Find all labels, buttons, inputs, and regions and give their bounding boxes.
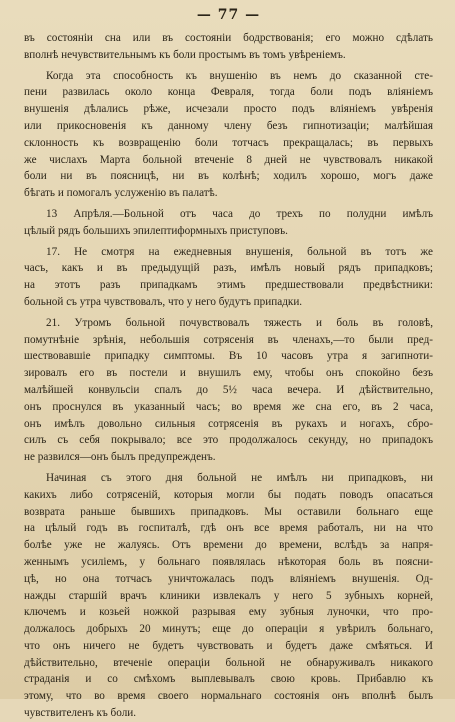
text-line: шествовавшіе припадку симптомы. Въ 10 часовъ утра я загипноти- bbox=[24, 350, 433, 363]
paragraph bbox=[24, 244, 433, 311]
text-line: боли ни въ поясницѣ, ни въ колѣнѣ; ходилъ хорошо, могъ даже bbox=[24, 170, 433, 183]
paragraph bbox=[24, 315, 433, 466]
paragraph bbox=[24, 68, 433, 202]
text-line: возврата раньше бывшихъ припадковъ. Мы оставили больнаго еще bbox=[24, 505, 433, 518]
text-line: часъ, какъ и въ предыдущій разъ, имѣлъ новый рядъ припадковъ; bbox=[24, 262, 433, 275]
text-line: малѣйшей конвульсіи спалъ до 5½ часа вечера. И дѣйствительно, bbox=[24, 383, 433, 396]
text-line: цѣлый рядъ большихъ эпилептиформныхъ приступовъ. bbox=[24, 224, 288, 237]
text-line: на этотъ разъ припадкамъ этимъ предшествовали предвѣстники: bbox=[24, 279, 433, 292]
text-line: онъ проснулся въ указанный часъ; во время же сна его, въ 2 часа, bbox=[24, 400, 433, 413]
text-line: должалось добрыхъ 20 минутъ; еще до операціи я увѣрилъ больнаго, bbox=[24, 623, 433, 636]
text-line: Начиная съ этого дня больной не имѣлъ ни припадковъ, ни bbox=[46, 471, 433, 484]
text-line: вполнѣ нечувствительнымъ къ боли простымъ въ томъ увѣреніемъ. bbox=[24, 48, 346, 61]
text-line: бѣгать и помогалъ услуженію въ палатѣ. bbox=[24, 187, 218, 200]
text-line: 17. Не смотря на ежедневныя внушенія, больной въ тотъ же bbox=[46, 245, 433, 258]
text-line: силъ съ себя покрывало; все это продолжалось секунду, но припадокъ bbox=[24, 434, 433, 447]
text-line: что онъ ничего не будетъ чувствовать и будетъ даже смѣяться. И bbox=[24, 639, 433, 652]
text-line: страданія и со смѣхомъ выплевывалъ свою кровь. Прибавлю къ bbox=[24, 673, 433, 686]
text-line: же числахъ Марта больной втеченіе 8 дней не чувствовалъ никакой bbox=[24, 153, 433, 166]
text-line: склонность къ возвращенію боли тотчасъ прекращалась; въ первыхъ bbox=[24, 136, 433, 149]
text-line: какихъ либо сотрясеній, которыя могли бы подать поводъ опасаться bbox=[24, 488, 433, 501]
text-line: на цѣлый годъ въ госпиталѣ, гдѣ онъ все время работалъ, ни на что bbox=[24, 522, 433, 535]
paragraph bbox=[24, 470, 433, 722]
text-line: болѣе уже не жалуясь. Отъ времени до времени, вслѣдъ за напря- bbox=[24, 539, 433, 552]
text-line: 21. Утромъ больной почувствовалъ тяжесть и боль въ головѣ, bbox=[46, 316, 433, 329]
text-line: ключемъ и козьей ножкой разрывая ему зубныя луночки, что про- bbox=[24, 606, 433, 619]
body-text bbox=[24, 30, 433, 722]
text-line: нажды старшій врачъ клиники извлекалъ у него 5 зубныхъ корней, bbox=[24, 589, 433, 602]
text-line: помутнѣніе зрѣнія, небольшія сотрясенія въ членахъ,—то были пред- bbox=[24, 333, 433, 346]
text-line: пени развилась около конца Февраля, тогда боли подъ вліяніемъ bbox=[24, 86, 433, 99]
text-line: чувствителенъ къ боли. bbox=[24, 707, 137, 720]
text-line: Когда эта способность къ внушенію въ немъ до сказанной сте- bbox=[46, 69, 433, 82]
paragraph bbox=[24, 30, 433, 64]
text-line: внушенія дѣлались рѣже, исчезали просто подъ вліяніемъ увѣренія bbox=[24, 103, 433, 116]
text-line: этому, что во время своего нормальнаго состоянія онъ вполнѣ былъ bbox=[24, 690, 433, 703]
text-line: зировалъ его въ постели и внушилъ ему, чтобы онъ спокойно безъ bbox=[24, 367, 433, 380]
text-line: больной съ утра чувствовалъ, что у него будутъ припадки. bbox=[24, 295, 303, 308]
text-line: цѣ, но она тотчасъ уничтожалась подъ вліяніемъ внушенія. Од- bbox=[24, 572, 433, 585]
page-number: — 77 — bbox=[196, 7, 261, 23]
paragraph bbox=[24, 206, 433, 240]
text-line: дѣйствительно, втеченіе операціи больной не обнаруживалъ никакого bbox=[24, 656, 433, 669]
text-line: онъ имѣлъ довольно сильныя сотрясенія въ рукахъ и ногахъ, сбро- bbox=[24, 417, 433, 430]
text-line: въ состояніи сна или въ состояніи бодрствованія; его можно сдѣлать bbox=[24, 32, 433, 44]
text-line: 13 Апрѣля.—Больной отъ часа до трехъ по полудни имѣлъ bbox=[46, 207, 433, 220]
text-line: не развился—онъ былъ предупрежденъ. bbox=[24, 451, 216, 464]
text-line: женнымъ усиліемъ, у больнаго появлялась нѣкоторая боль въ поясни- bbox=[24, 555, 433, 568]
text-line: или прикосновенія къ данному члену безъ гипнотизаціи; малѣйшая bbox=[24, 119, 433, 132]
